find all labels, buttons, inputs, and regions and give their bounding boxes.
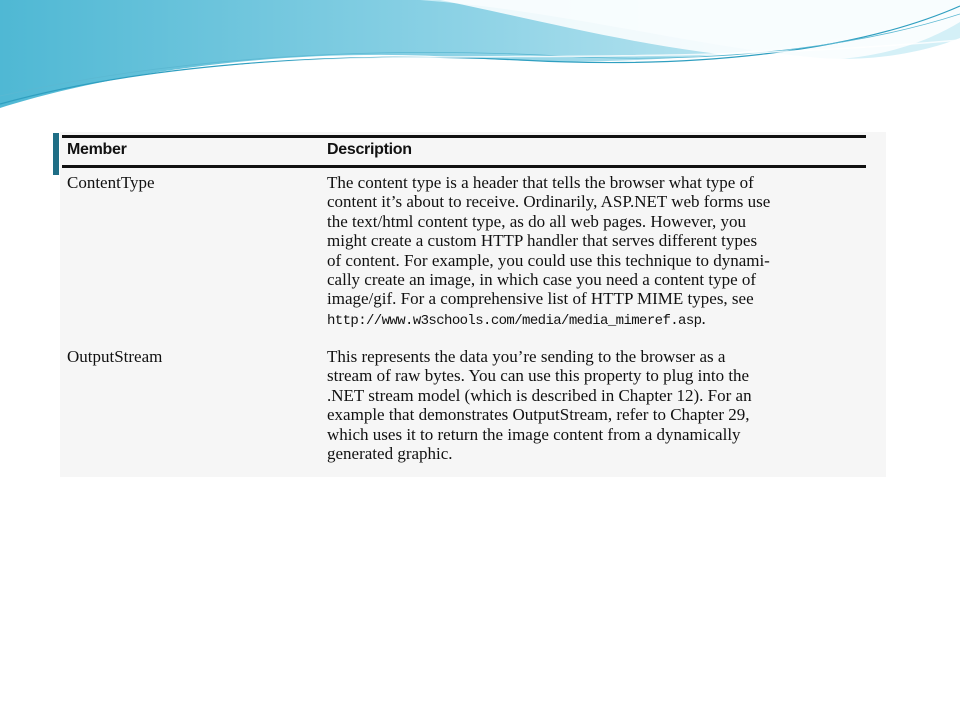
description-line: This represents the data you’re sending to the browser as a <box>327 347 726 366</box>
description-line: image/gif. For a comprehensive list of HTTP MIME types, see <box>327 289 754 309</box>
member-name-contenttype: ContentType <box>67 173 155 192</box>
description-line: stream of raw bytes. You can use this property to plug into the <box>327 366 750 386</box>
accent-bar <box>53 133 59 175</box>
description-line: might create a custom HTTP handler that serves different types <box>327 231 758 251</box>
column-header-description: Description <box>327 141 412 158</box>
description-line: generated graphic. <box>327 444 453 464</box>
mime-types-url: http://www.w3schools.com/media/media_mimeref.asp <box>327 312 702 329</box>
member-name-outputstream: OutputStream <box>67 347 163 366</box>
description-line: The content type is a header that tells the browser what type of <box>327 173 754 192</box>
description-line: which uses it to return the image content from a dynamically <box>327 424 741 444</box>
description-line: the text/html content type, as do all web pages. However, you <box>327 211 747 231</box>
description-contenttype <box>327 173 867 331</box>
description-line: of content. For example, you could use this technique to dynami- <box>327 250 770 270</box>
header-swoosh-decoration <box>0 0 960 120</box>
description-line: example that demonstrates OutputStream, refer to Chapter 29, <box>327 405 750 425</box>
description-line: content it’s about to receive. Ordinarily, ASP.NET web forms use <box>327 192 771 212</box>
table-header-rule <box>62 165 866 168</box>
description-outputstream <box>327 347 867 463</box>
description-line-url <box>327 309 867 331</box>
column-header-member: Member <box>67 141 127 158</box>
description-line: .NET stream model (which is described in Chapter 12). For an <box>327 385 752 405</box>
table-top-rule <box>62 135 866 138</box>
url-suffix: . <box>701 308 706 328</box>
description-line: cally create an image, in which case you need a content type of <box>327 270 757 290</box>
